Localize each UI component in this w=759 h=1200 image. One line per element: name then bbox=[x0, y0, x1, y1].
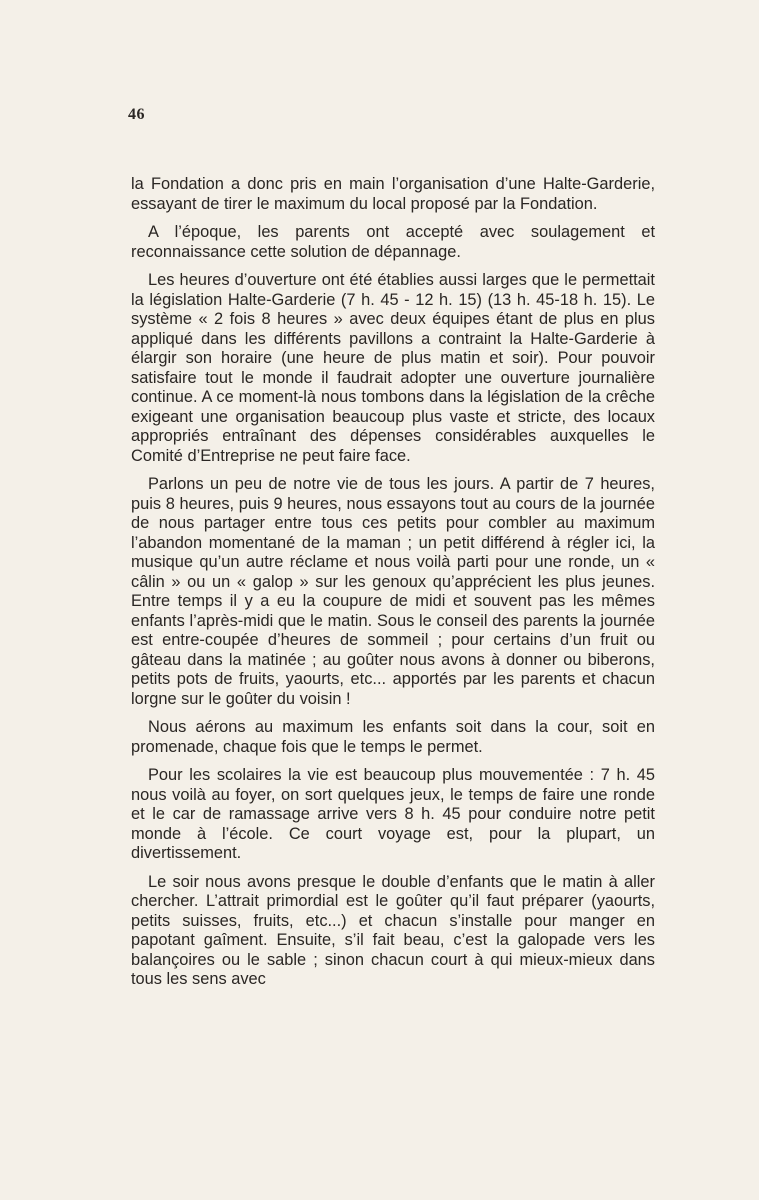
paragraph: Les heures d’ouverture ont été établies aussi larges que le permettait la législation Halte-Garderie (7 h. 45 - 12 h. 15) (13 h. 45-18 h. 15). Le système « 2 fois 8 heures » avec deux équipes étant de plus en plus appliqué dans les différents pavillons a contraint la Halte-Garderie à élargir son horaire (une heure de plus matin et soir). Pour pouvoir satisfaire tout le monde il faudrait adopter une ouverture journalière continue. A ce moment-là nous tombons dans la législation de la crêche exigeant une organisation beaucoup plus vaste et stricte, des locaux appropriés entraînant des dépenses considérables auxquelles le Comité d’Entreprise ne peut faire face. bbox=[131, 271, 655, 465]
paragraph: la Fondation a donc pris en main l’organisation d’une Halte-Garderie, essayant de tirer le maximum du local proposé par la Fondation. bbox=[131, 175, 655, 213]
paragraph: Nous aérons au maximum les enfants soit dans la cour, soit en promenade, chaque fois que le temps le permet. bbox=[131, 718, 655, 756]
paragraph: A l’époque, les parents ont accepté avec soulagement et reconnaissance cette solution de dépannage. bbox=[131, 223, 655, 261]
paragraph: Parlons un peu de notre vie de tous les jours. A partir de 7 heures, puis 8 heures, puis 9 heures, nous essayons tout au cours de la journée de nous partager entre tous ces petits pour combler au maximum l’abandon momentané de la maman ; un petit différend à régler ici, la musique qu’un autre réclame et nous voilà parti pour une ronde, un « câlin » ou un « galop » sur les genoux qu’apprécient les plus jeunes. Entre temps il y a eu la coupure de midi et souvent pas les mêmes enfants l’après-midi que le matin. Sous le conseil des parents la journée est entre-coupée d’heures de sommeil ; pour certains d’un fruit ou gâteau dans la matinée ; au goûter nous avons à donner ou biberons, petits pots de fruits, yaourts, etc... apportés par les parents et chacun lorgne sur le goûter du voisin ! bbox=[131, 475, 655, 708]
page-number: 46 bbox=[128, 106, 145, 123]
body-text bbox=[131, 175, 655, 999]
paragraph: Pour les scolaires la vie est beaucoup plus mouvementée : 7 h. 45 nous voilà au foyer, on sort quelques jeux, le temps de faire une ronde et le car de ramassage arrive vers 8 h. 45 pour conduire notre petit monde à l’école. Ce court voyage est, pour la plupart, un divertissement. bbox=[131, 766, 655, 862]
paragraph: Le soir nous avons presque le double d’enfants que le matin à aller chercher. L’attrait primordial est le goûter qu’il faut préparer (yaourts, petits suisses, fruits, etc...) et chacun s’installe pour manger en papotant gaîment. Ensuite, s’il fait beau, c’est la galopade vers les balançoires ou le sable ; sinon chacun court à qui mieux-mieux dans tous les sens avec bbox=[131, 872, 655, 988]
